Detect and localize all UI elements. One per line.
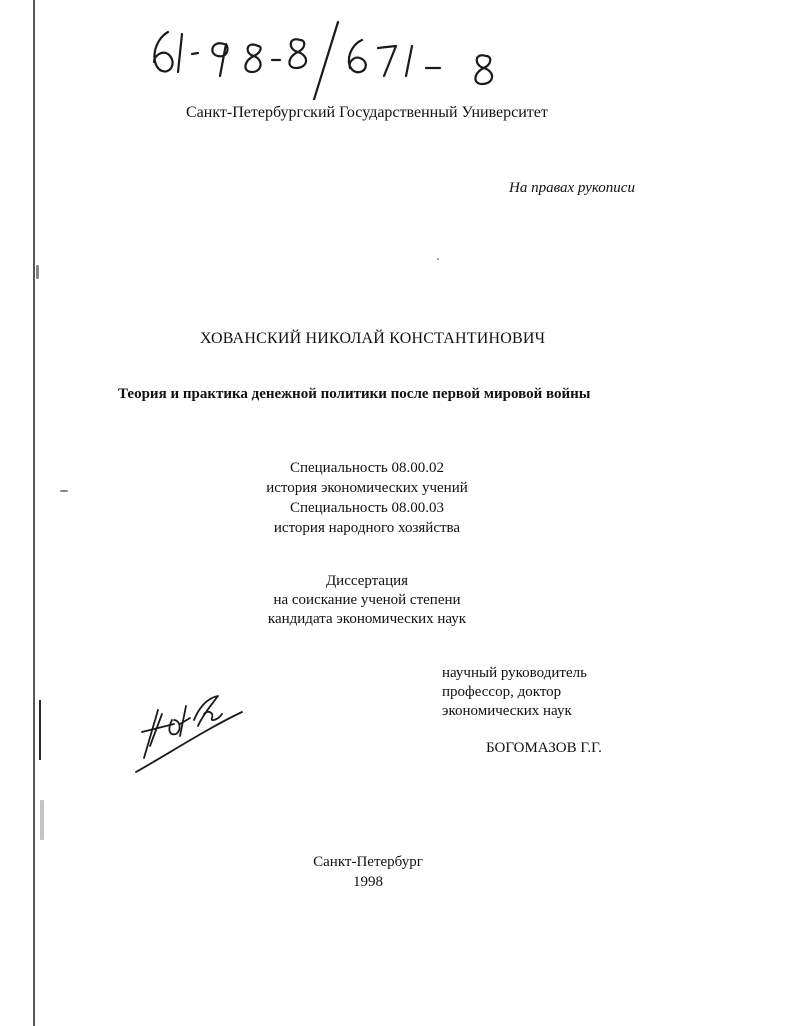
scan-speck	[36, 265, 39, 279]
signature	[128, 680, 248, 775]
handwritten-archive-number	[140, 10, 520, 100]
specialty-line: Специальность 08.00.02	[289, 460, 445, 476]
dissertation-line: на соискание ученой степени	[273, 592, 461, 608]
specialties-block	[0, 458, 734, 538]
manuscript-note: На правах рукописи	[509, 180, 635, 196]
specialty-line: Специальность 08.00.03	[289, 500, 445, 516]
supervisor-line: экономических наук	[442, 703, 572, 719]
thesis-title: Теория и практика денежной политики после первой мировой войны	[118, 386, 591, 402]
dissertation-line: Диссертация	[325, 573, 409, 589]
supervisor-line: научный руководитель	[442, 665, 587, 681]
scan-speck	[437, 258, 439, 260]
supervisor-block	[442, 664, 587, 721]
author-name: ХОВАНСКИЙ НИКОЛАЙ КОНСТАНТИНОВИЧ	[200, 330, 546, 347]
specialty-line: история экономических учений	[266, 480, 468, 496]
year: 1998	[353, 874, 383, 890]
dissertation-block	[0, 572, 734, 629]
place: Санкт-Петербург	[313, 854, 423, 870]
specialty-line: история народного хозяйства	[273, 520, 461, 536]
supervisor-line: профессор, доктор	[442, 684, 562, 700]
university-name: Санкт-Петербургский Государственный Университет	[186, 104, 548, 121]
dissertation-line: кандидата экономических наук	[267, 611, 467, 627]
scan-edge-mark	[39, 700, 41, 760]
place-year-block	[0, 852, 736, 892]
supervisor-name: БОГОМАЗОВ Г.Г.	[486, 740, 602, 756]
scan-speck	[40, 800, 44, 840]
